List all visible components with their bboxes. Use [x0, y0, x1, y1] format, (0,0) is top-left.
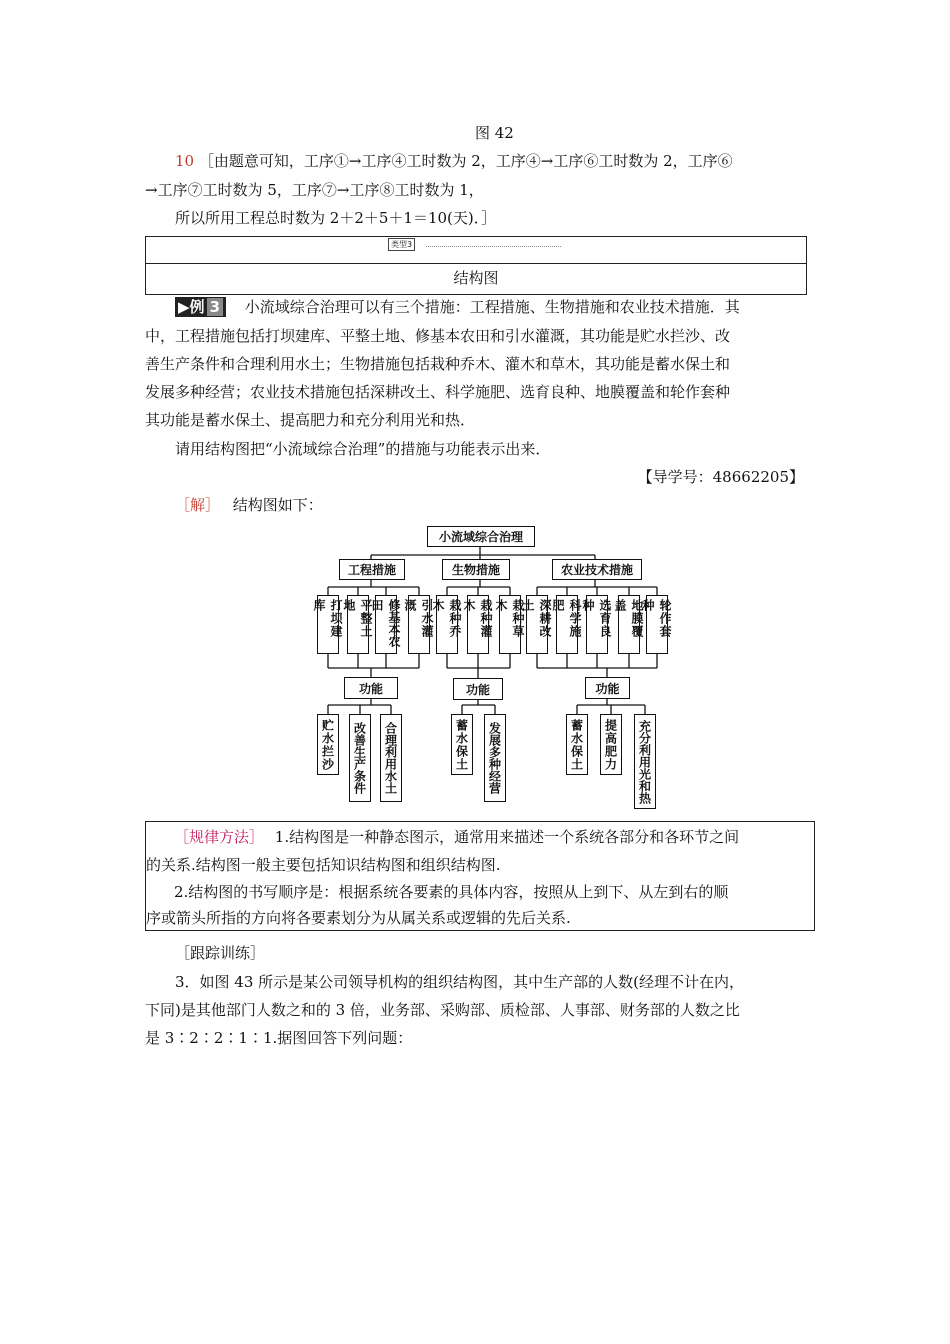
method-line-2: 的关系.结构图一般主要包括知识结构图和组织结构图. [146, 856, 501, 874]
function-label-biological: 功能 [453, 678, 503, 700]
training-line-1: 3．如图 43 所示是某公司领导机构的组织结构图，其中生产部的人数(经理不计在内， [175, 973, 745, 991]
measure-node: 轮作套种 [646, 595, 668, 654]
function-node: 贮水拦沙 [317, 714, 339, 775]
reference-number: 【导学号：48662205】 [637, 468, 804, 486]
root-node: 小流域综合治理 [427, 526, 535, 547]
solution-line [175, 495, 323, 515]
training-label: ［跟踪训练］ [175, 944, 266, 962]
type-box-header [146, 237, 806, 264]
type-tag: 类型3 [388, 238, 415, 251]
function-node: 改善生产条件 [349, 714, 371, 802]
measure-node: 栽种乔木 [436, 595, 458, 654]
method-line-4: 序或箭头所指的方向将各要素划分为从属关系或逻辑的先后关系. [146, 909, 571, 927]
measure-node: 科学施肥 [556, 595, 578, 654]
solution-text: 结构图如下： [232, 496, 323, 514]
answer-line-2: →工序⑦工时数为 5，工序⑦→工序⑧工时数为 1， [145, 181, 484, 199]
training-line-3: 是 3∶2∶2∶1∶1.据图回答下列问题： [145, 1029, 413, 1047]
answer-number: 10 [175, 152, 195, 170]
measure-node: 平整土地 [347, 595, 369, 654]
measure-node: 栽种灌木 [467, 595, 489, 654]
method-label: ［规律方法］ [174, 828, 265, 846]
figure-caption: 图 42 [475, 124, 514, 142]
structure-diagram [312, 522, 685, 812]
function-node: 合理利用水土 [380, 714, 402, 802]
function-node: 蓄水保土 [566, 714, 588, 775]
measure-node: 深耕改土 [526, 595, 548, 654]
function-node: 发展多种经营 [484, 714, 506, 802]
method-line-1 [174, 827, 739, 847]
example-badge [175, 297, 226, 317]
play-icon: ▶ [178, 298, 190, 316]
measure-node: 地膜覆盖 [618, 595, 640, 654]
example-line-4: 发展多种经营；农业技术措施包括深耕改土、科学施肥、选育良种、地膜覆盖和轮作套种 [145, 383, 731, 401]
example-line-1 [175, 297, 740, 317]
measure-node: 修基本农田 [375, 595, 397, 654]
function-label-agricultural: 功能 [585, 677, 630, 699]
answer-line-1 [175, 151, 733, 171]
example-num: 3 [207, 298, 223, 316]
type-tag-rule [426, 246, 561, 247]
example-line-5: 其功能是蓄水保土、提高肥力和充分利用光和热． [145, 411, 476, 429]
method-text-1: 1.结构图是一种静态图示，通常用来描述一个系统各部分和各环节之间 [274, 828, 740, 846]
measure-node: 栽种草木 [499, 595, 521, 654]
function-node: 提高肥力 [600, 714, 622, 775]
method-line-3: 2.结构图的书写顺序是：根据系统各要素的具体内容，按照从上到下、从左到右的顺 [174, 883, 729, 901]
category-engineering: 工程措施 [339, 559, 405, 580]
category-agricultural: 农业技术措施 [552, 559, 642, 580]
example-line-3: 善生产条件和合理利用水土；生物措施包括栽种乔木、灌木和草木，其功能是蓄水保土和 [145, 355, 731, 373]
function-node: 充分利用光和热 [634, 714, 656, 809]
solution-label: ［解］ [175, 496, 221, 514]
method-box [145, 821, 815, 931]
measure-node: 选育良种 [586, 595, 608, 654]
answer-text-1: ［由题意可知，工序①→工序④工时数为 2，工序④→工序⑥工时数为 2，工序⑥ [198, 152, 733, 170]
training-line-2: 下同)是其他部门人数之和的 3 倍，业务部、采购部、质检部、人事部、财务部的人数之比 [145, 1001, 740, 1019]
example-line-6: 请用结构图把“小流域综合治理”的措施与功能表示出来． [175, 440, 551, 458]
type-title: 结构图 [453, 269, 499, 287]
category-biological: 生物措施 [442, 559, 510, 580]
measure-node: 引水灌溉 [408, 595, 430, 654]
function-label-engineering: 功能 [344, 677, 398, 699]
answer-line-3: 所以所用工程总时数为 2＋2＋5＋1＝10(天)．］ [175, 209, 497, 227]
example-line-2: 中，工程措施包括打坝建库、平整土地、修基本农田和引水灌溉，其功能是贮水拦沙、改 [145, 327, 731, 345]
example-text-1: 小流域综合治理可以有三个措施：工程措施、生物措施和农业技术措施．其 [244, 298, 740, 316]
measure-node: 打坝建库 [317, 595, 339, 654]
example-label: 例 [189, 298, 205, 316]
function-node: 蓄水保土 [451, 714, 473, 775]
type-box [145, 236, 807, 295]
